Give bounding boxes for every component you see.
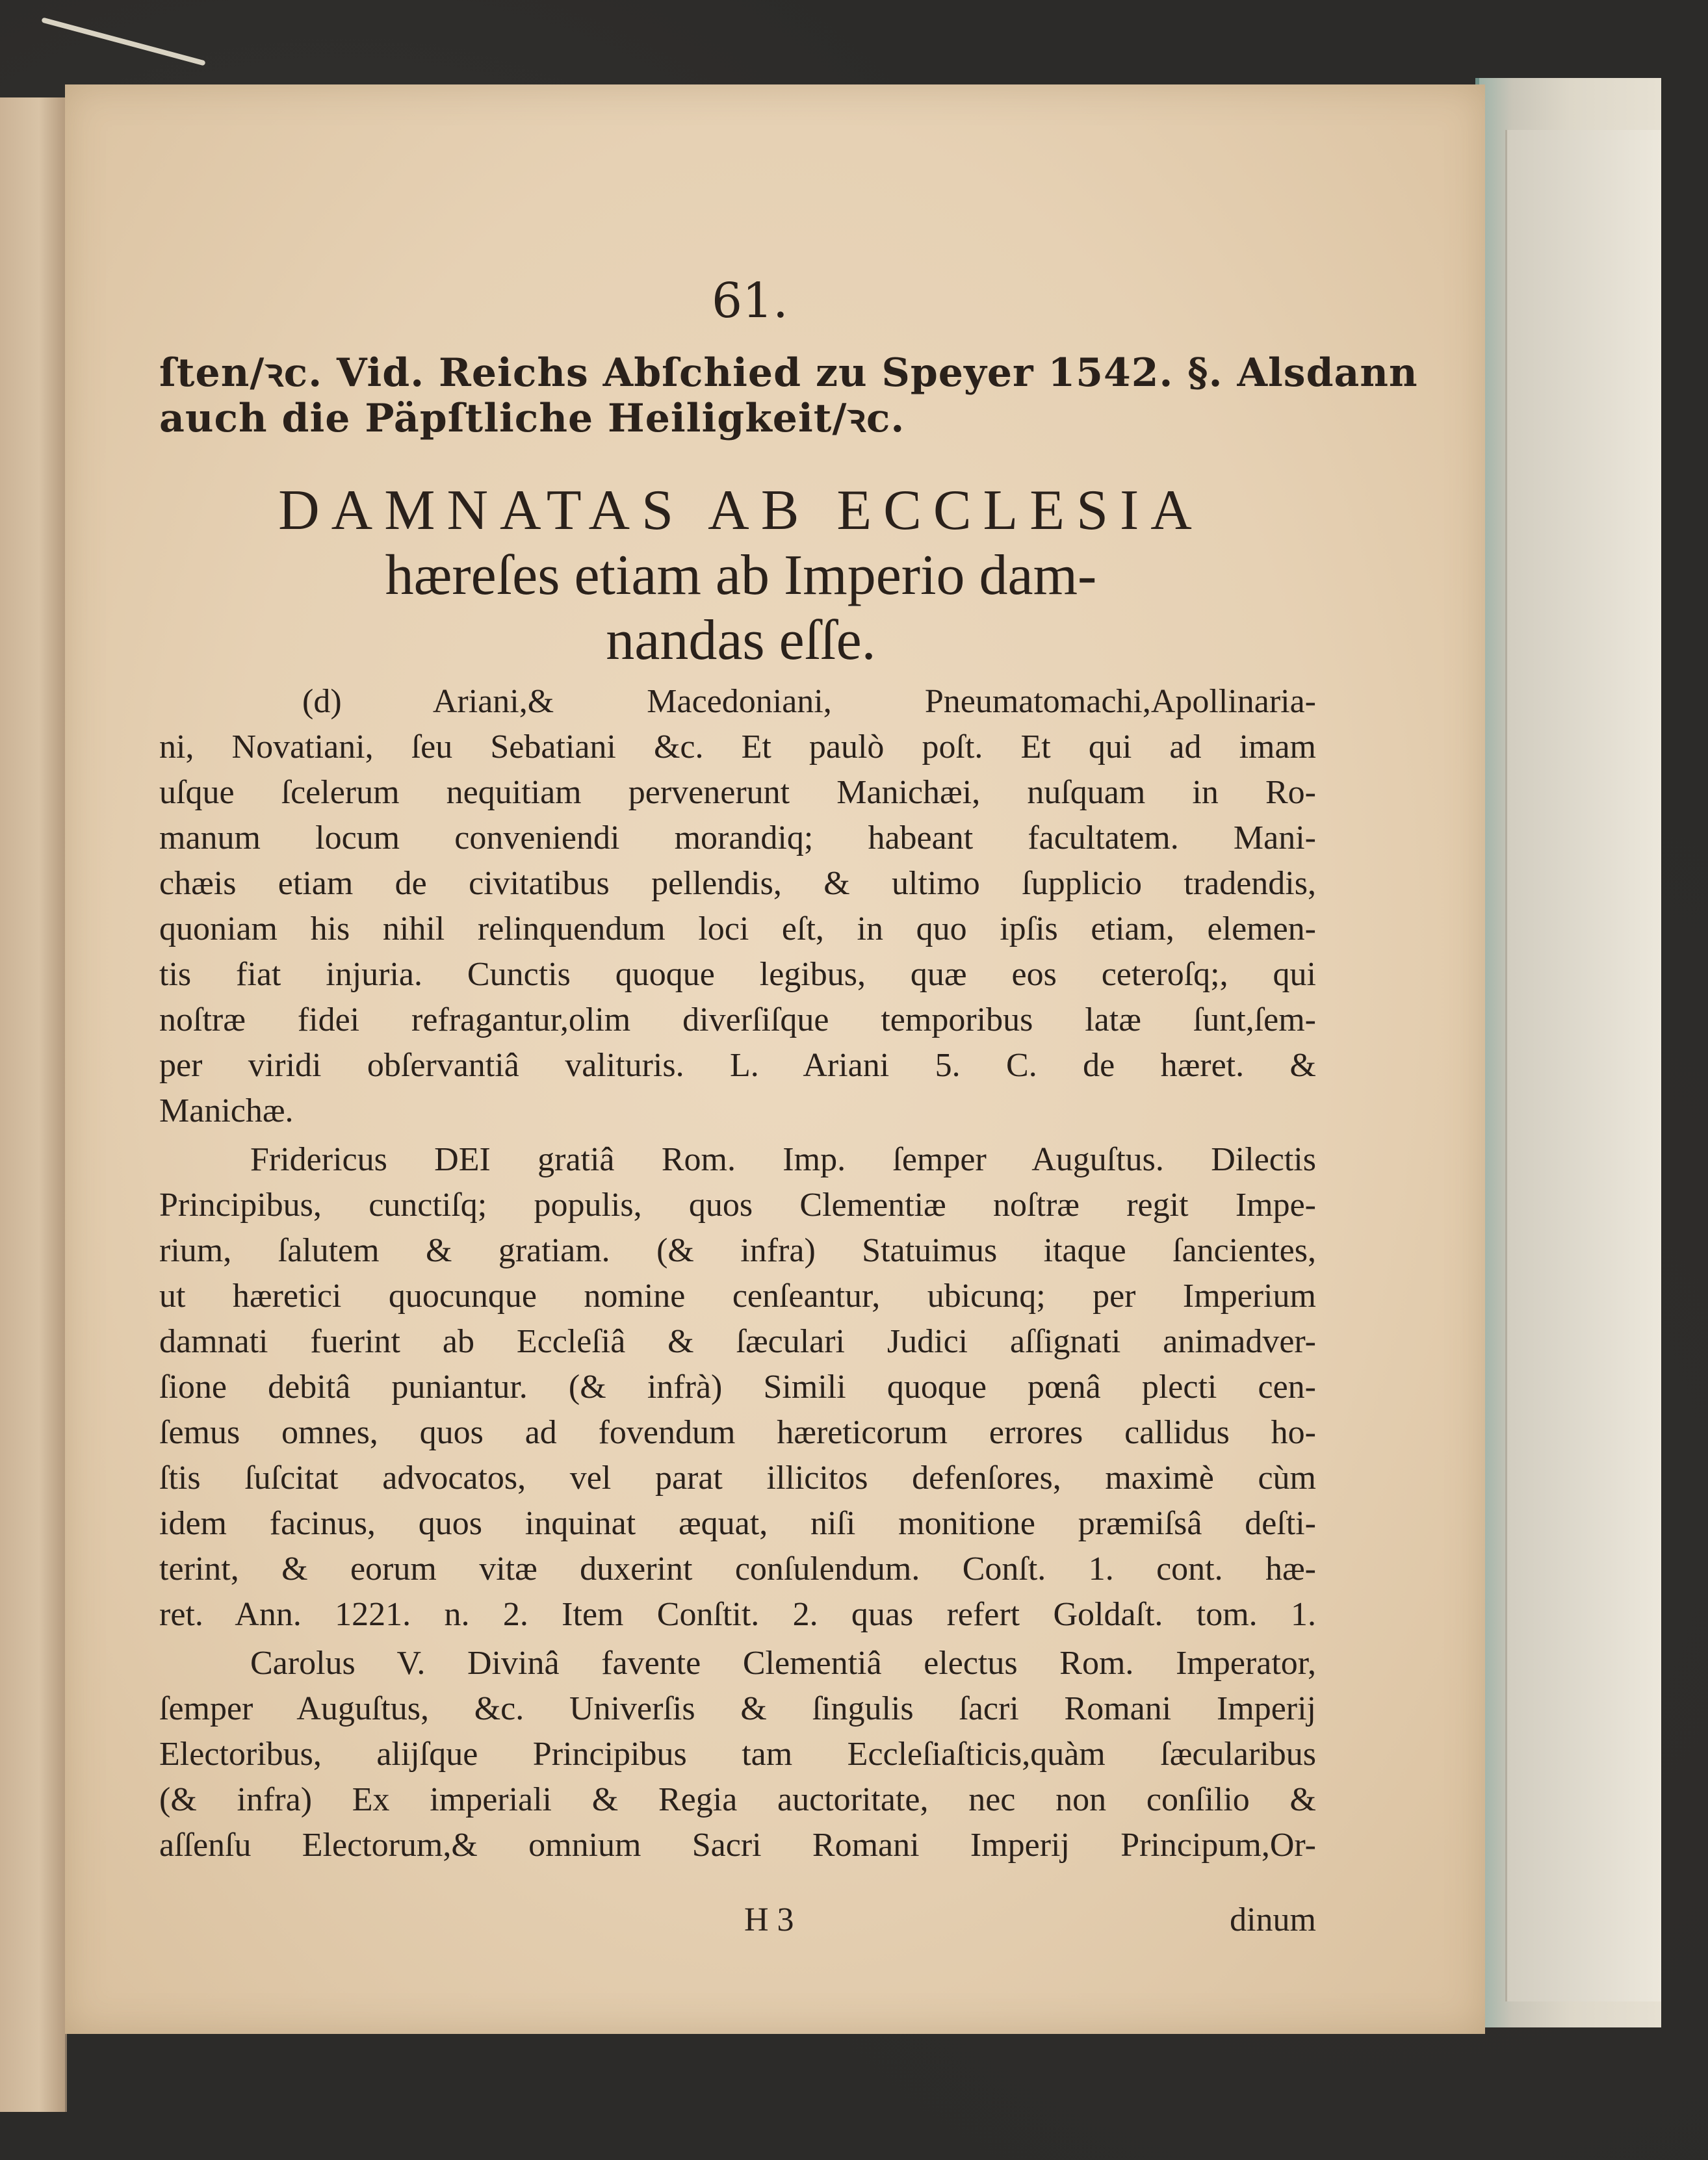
paragraph2-line: ret. Ann. 1221. n. 2. Item Conſtit. 2. quas refert Goldaſt. tom. 1. <box>159 1596 1316 1633</box>
signature-mark: H 3 <box>744 1901 794 1938</box>
page-stack-edge <box>1475 78 1661 2027</box>
page-number: 61. <box>712 273 788 329</box>
paragraph2-line: rium, ſalutem & gratiam. (& infra) Statuimus itaque ſancientes, <box>159 1232 1316 1269</box>
book-page <box>65 84 1485 2034</box>
paragraph2-line: Fridericus DEI gratiâ Rom. Imp. ſemper Auguſtus. Dilectis <box>250 1141 1316 1178</box>
paragraph3-line: Carolus V. Divinâ favente Clementiâ electus Rom. Imperator, <box>250 1645 1316 1682</box>
paragraph2-line: idem facinus, quos inquinat æquat, niſi monitione præmiſsâ deſti- <box>159 1505 1316 1542</box>
header-line-1: ſten/ꝛc. Vid. Reichs Abſchied zu Speyer 1542. §. Alsdann <box>159 350 1418 396</box>
paragraph2-line: Principibus, cunctiſq; populis, quos Clementiæ noſtræ regit Impe- <box>159 1187 1316 1224</box>
paragraph1-line: quoniam his nihil relinquendum loci eſt, in quo ipſis etiam, elemen- <box>159 910 1316 947</box>
paragraph1-line: per viridi obſervantiâ valituris. L. Ariani 5. C. de hæret. & <box>159 1047 1316 1084</box>
paragraph1-line: Manichæ. <box>159 1092 294 1129</box>
left-page-edge <box>0 97 67 2112</box>
paragraph2-line: terint, & eorum vitæ duxerint conſulendum. Conſt. 1. cont. hæ- <box>159 1550 1316 1588</box>
paragraph3-line: ſemper Auguſtus, &c. Univerſis & ſingulis ſacri Romani Imperij <box>159 1690 1316 1727</box>
catchword: dinum <box>1230 1901 1316 1938</box>
paragraph3-line: Electoribus, alijſque Principibus tam Eccleſiaſticis,quàm ſæcularibus <box>159 1736 1316 1773</box>
paragraph1-line: tis fiat injuria. Cunctis quoque legibus, quæ eos ceteroſq;, qui <box>159 956 1316 993</box>
paragraph1-line: manum locum conveniendi morandiq; habeant facultatem. Mani- <box>159 819 1316 856</box>
paragraph3-line: (& infra) Ex imperiali & Regia auctoritate, nec non conſilio & <box>159 1781 1316 1818</box>
paragraph2-line: ſione debitâ puniantur. (& infrà) Simili quoque pœnâ plecti cen- <box>159 1369 1316 1406</box>
heading-line-3: nandas eſſe. <box>606 609 876 672</box>
heading-line-1: DAMNATAS AB ECCLESIA <box>278 479 1204 542</box>
paragraph1-line: ni, Novatiani, ſeu Sebatiani &c. Et paulò poſt. Et qui ad imam <box>159 728 1316 765</box>
paragraph2-line: ut hæretici quocunque nomine cenſeantur, ubicunq; per Imperium <box>159 1278 1316 1315</box>
header-line-2: auch die Päpſtliche Heiligkeit/ꝛc. <box>159 396 905 441</box>
paragraph2-line: damnati fuerint ab Eccleſiâ & ſæculari Judici aſſignati animadver- <box>159 1323 1316 1360</box>
heading-line-2: hæreſes etiam ab Imperio dam- <box>385 544 1097 607</box>
paragraph2-line: ſemus omnes, quos ad fovendum hæreticorum errores callidus ho- <box>159 1414 1316 1451</box>
paragraph1-line: chæis etiam de civitatibus pellendis, & ultimo ſupplicio tradendis, <box>159 865 1316 902</box>
paragraph1-line: uſque ſcelerum nequitiam pervenerunt Manichæi, nuſquam in Ro- <box>159 774 1316 811</box>
paragraph2-line: ſtis ſuſcitat advocatos, vel parat illicitos defenſores, maximè cùm <box>159 1459 1316 1497</box>
paragraph1-line: (d) Ariani,& Macedoniani, Pneumatomachi,Apollinaria- <box>302 683 1316 720</box>
paragraph3-line: aſſenſu Electorum,& omnium Sacri Romani Imperij Principum,Or- <box>159 1827 1316 1864</box>
paragraph1-line: noſtræ fidei refragantur,olim diverſiſque temporibus latæ ſunt,ſem- <box>159 1001 1316 1038</box>
